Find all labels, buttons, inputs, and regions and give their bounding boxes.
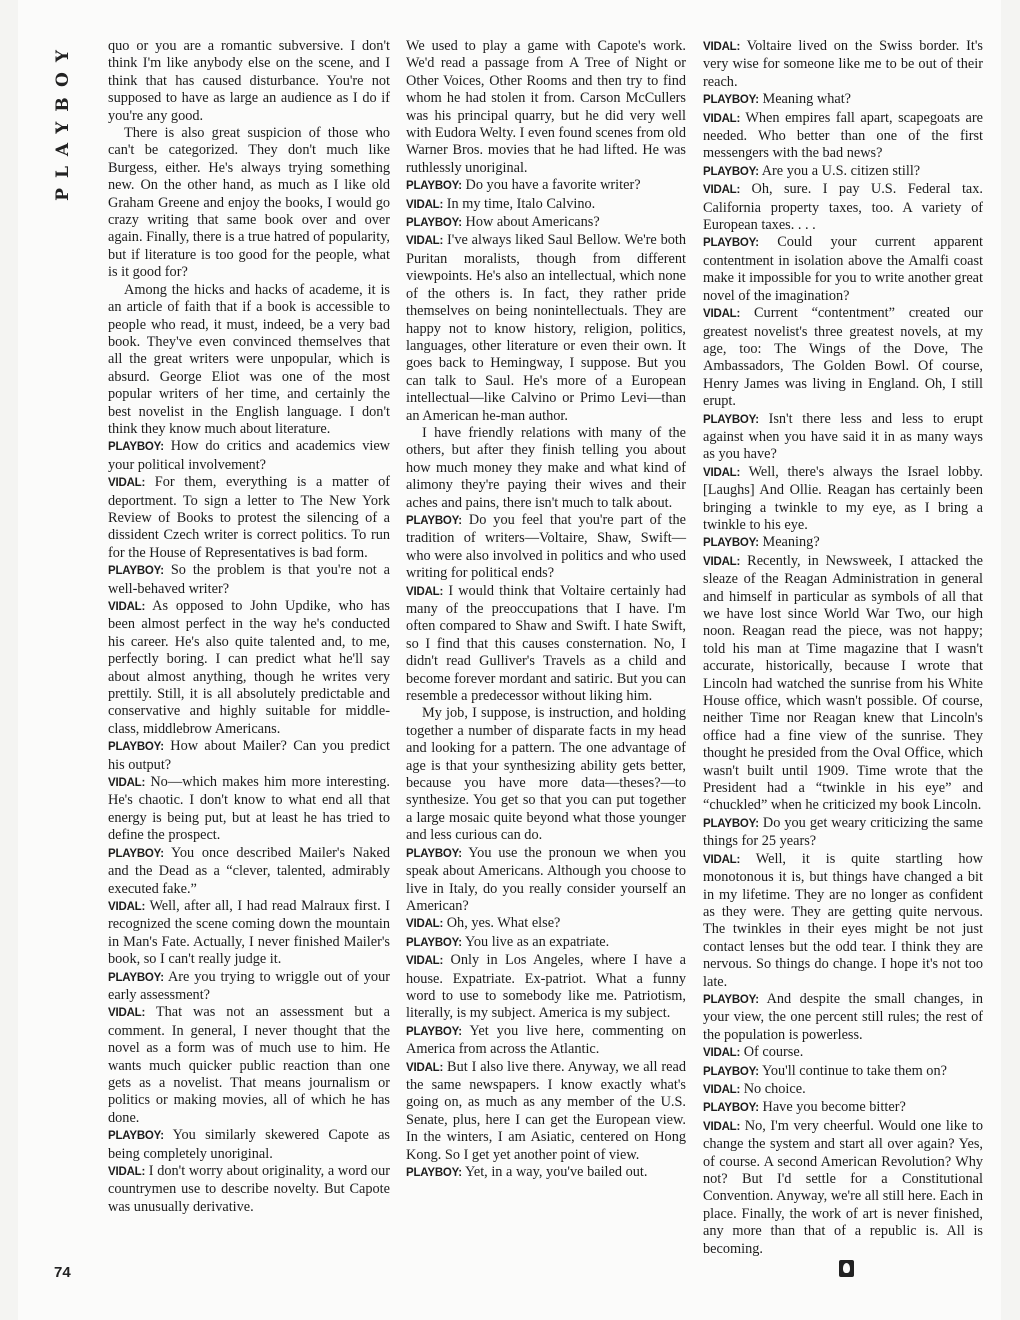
paragraph-text: You'll continue to take them on?	[761, 1062, 947, 1079]
interview-paragraph	[703, 1118, 983, 1258]
paragraph-text: How about Americans?	[465, 214, 600, 231]
speaker-label: PLAYBOY:	[703, 993, 759, 1006]
speaker-label: PLAYBOY:	[406, 514, 462, 527]
speaker-label: VIDAL:	[703, 112, 741, 125]
interview-paragraph	[703, 851, 983, 991]
paragraph-text: My job, I suppose, is instruction, and holding together a number of disparate facts in my head and looking for a pattern. The one advantage of age is that your synthesizing ability gets better, because you have more data—theses?—to synthesize. You get so that you can put together a large mosaic quite beyond what those younger and less curious can do.	[406, 705, 686, 844]
paragraph-text: Meaning what?	[762, 91, 852, 108]
paragraph-text: No—which makes him more interesting. He's chaotic. I don't know to what end all that energy is being put, but at least he has tried to define the prospect.	[108, 774, 390, 844]
end-mark	[703, 1260, 983, 1279]
interview-paragraph	[703, 464, 983, 535]
column-3	[703, 38, 983, 1279]
speaker-label: VIDAL:	[703, 184, 741, 197]
interview-paragraph	[406, 425, 686, 512]
paragraph-text: I don't worry about originality, a word our countrymen use to describe novelty. But Capote was unusually derivative.	[108, 1163, 390, 1215]
interview-paragraph	[406, 196, 686, 214]
magazine-page	[18, 0, 1001, 1320]
interview-paragraph	[108, 738, 390, 774]
paragraph-text: You live as an expatriate.	[464, 933, 610, 950]
speaker-label: PLAYBOY:	[406, 1025, 462, 1038]
interview-paragraph	[703, 181, 983, 234]
interview-paragraph	[703, 38, 983, 91]
paragraph-text: There is also great suspicion of those who can't be categorized. They don't much like Burgess, either. He's always trying something new. On the other hand, as much as I like old Graham Greene and enjoy the books, I would go crazy writing that same book over and over again. Finally, there is a true hatred of popularity, but if literature is too good for the people, what is it good for?	[108, 125, 391, 281]
speaker-label: PLAYBOY:	[406, 217, 462, 230]
speaker-label: VIDAL:	[703, 853, 741, 866]
paragraph-text: Well, it is quite startling how monotonous it is, but things have changed a bit in my lifetime. They are no longer as confident as they were. They are getting quite nervous. The twinkles in their eyes might be not just contact lenses but the odd tear. I think they are nervous. So things do change. I hope it's not too late.	[703, 850, 983, 990]
speaker-label: PLAYBOY:	[108, 971, 164, 984]
paragraph-text: As opposed to John Updike, who has been almost perfect in the way he's conducted his career. He's also quite talented and, to me, perfectly boring. I can predict what he'll say about almost anything, though he writes very prettily. Still, it is all absolutely predictable and conservative and highly suitable for middle-class, middlebrow Americans.	[108, 598, 390, 737]
interview-paragraph	[703, 1081, 983, 1099]
speaker-label: VIDAL:	[703, 555, 741, 568]
paragraph-text: I would think that Voltaire certainly had many of the preoccupations that I have. I'm often compared to Shaw and Swift. I hate Swift, so I find that this causes consternation. No, I didn't read Gulliver's Travels as a child and become forever mordant and satiric. But you can resemble a predecessor without liking him.	[406, 582, 687, 705]
paragraph-text: You once described Mailer's Naked and the Dead as a “clever, talented, admirably executed fake.”	[108, 844, 390, 897]
column-2	[406, 38, 686, 1182]
paragraph-text: Recently, in Newsweek, I attacked the sleaze of the Reagan Administration in general and himself in particular as symbols of all that we have lost since World War Two, our high noon. Reagan read the piece, was not happy; told his man at Time magazine that I wasn't accurate, historically, because I wrote that Lincoln had watched the sunrise from his White House office, which wasn't possible. Of course, neither Time nor Reagan knew that Lincoln's office had a fine view of the sunrise. They thought he presided from the Oval Office, which wasn't built until 1909. Time wrote that the President had a “twinkle in his eye” and “chuckled” when he criticized my book Lincoln.	[703, 552, 983, 814]
speaker-label: VIDAL:	[703, 466, 741, 479]
interview-paragraph	[108, 1163, 390, 1216]
interview-paragraph	[406, 232, 686, 424]
column-1	[108, 38, 390, 1216]
paragraph-text: In my time, Italo Calvino.	[446, 195, 596, 212]
speaker-label: PLAYBOY:	[703, 237, 759, 250]
interview-paragraph	[108, 562, 390, 598]
interview-paragraph	[406, 952, 686, 1023]
interview-paragraph	[108, 438, 390, 474]
paragraph-text: I have friendly relations with many of the others, but after they finish telling you about how much money they make and what kind of alimony they're paying their wives and their aches and pains, there isn't much to talk about.	[406, 424, 686, 511]
interview-paragraph	[406, 38, 686, 177]
interview-paragraph	[406, 583, 686, 706]
paragraph-text: Yet, in a way, you've bailed out.	[464, 1164, 648, 1180]
paragraph-text: Among the hicks and hacks of academe, it is an article of faith that if a book is accessible to people who read, it must, indeed, be a very bad book. They've even convinced themselves that all the great writers were unpopular, which is absurd. George Eliot was one of the most popular writers of her time, and certainly the best novelist in the English language. I don't think they know much about literature.	[108, 281, 390, 437]
speaker-label: VIDAL:	[406, 918, 444, 931]
speaker-label: VIDAL:	[108, 477, 146, 490]
interview-paragraph	[108, 1127, 390, 1163]
interview-paragraph	[703, 110, 983, 163]
paragraph-text: When empires fall apart, scapegoats are needed. Who better than one of the first messengers with the bad news?	[703, 109, 983, 162]
paragraph-text: Are you trying to wriggle out of your early assessment?	[108, 968, 390, 1003]
speaker-label: VIDAL:	[703, 308, 741, 321]
paragraph-text: Do you have a favorite writer?	[465, 177, 641, 194]
speaker-label: VIDAL:	[108, 777, 146, 790]
speaker-label: VIDAL:	[406, 1061, 444, 1074]
speaker-label: VIDAL:	[108, 900, 146, 913]
spine-logo	[48, 40, 78, 210]
interview-paragraph	[108, 969, 390, 1005]
paragraph-text: How about Mailer? Can you predict his output?	[108, 738, 391, 773]
interview-paragraph	[108, 898, 390, 969]
interview-paragraph	[406, 705, 686, 844]
speaker-label: PLAYBOY:	[703, 165, 759, 178]
paragraph-text: Are you a U.S. citizen still?	[761, 162, 921, 179]
speaker-label: PLAYBOY:	[406, 847, 462, 860]
interview-paragraph	[703, 411, 983, 464]
paragraph-text: Of course.	[743, 1044, 804, 1061]
interview-paragraph	[406, 915, 686, 933]
interview-paragraph	[703, 991, 983, 1044]
interview-paragraph	[108, 38, 390, 125]
speaker-label: VIDAL:	[406, 198, 444, 211]
speaker-label: PLAYBOY:	[703, 94, 759, 107]
interview-paragraph	[703, 1044, 983, 1062]
interview-paragraph	[703, 534, 983, 552]
interview-paragraph	[406, 1059, 686, 1164]
page-number: 74	[54, 1264, 71, 1281]
speaker-label: PLAYBOY:	[703, 537, 759, 550]
interview-paragraph	[108, 774, 390, 845]
paragraph-text: Do you feel that you're part of the tradition of writers—Voltaire, Shaw, Swift—who were also involved in politics and who used writing for political ends?	[406, 511, 686, 582]
interview-paragraph	[108, 474, 390, 562]
paragraph-text: How do critics and academics view your political involvement?	[108, 438, 391, 473]
paragraph-text: That was not an assessment but a comment. In general, I never thought that the novel as a form was of much use to him. He wants much quicker public reaction than one gets as a novelist. That means journalism or politics or making movies, all of which he has done.	[108, 1004, 390, 1126]
speaker-label: PLAYBOY:	[108, 441, 164, 454]
speaker-label: PLAYBOY:	[703, 1102, 759, 1115]
interview-paragraph	[703, 305, 983, 410]
paragraph-text: Well, there's always the Israel lobby. [Laughs] And Ollie. Reagan has certainly been bringing a twinkle to my eye, as I bring a twinkle to his eye.	[703, 463, 983, 533]
speaker-label: VIDAL:	[703, 1120, 741, 1133]
interview-paragraph	[406, 177, 686, 195]
paragraph-text: Do you get weary criticizing the same things for 25 years?	[703, 814, 983, 850]
speaker-label: VIDAL:	[703, 1047, 741, 1060]
speaker-label: VIDAL:	[108, 1007, 146, 1020]
speaker-label: VIDAL:	[703, 41, 741, 53]
paragraph-text: You similarly skewered Capote as being completely unoriginal.	[108, 1127, 390, 1162]
interview-paragraph	[703, 553, 983, 815]
speaker-label: PLAYBOY:	[108, 847, 164, 860]
paragraph-text: Voltaire lived on the Swiss border. It's very wise for someone like me to be out of their reach.	[703, 38, 983, 90]
spine-text: PLAYBOY	[53, 40, 73, 201]
interview-paragraph	[406, 214, 686, 232]
speaker-label: PLAYBOY:	[703, 413, 759, 426]
speaker-label: PLAYBOY:	[703, 1065, 759, 1078]
interview-paragraph	[108, 282, 390, 439]
interview-paragraph	[406, 1023, 686, 1059]
speaker-label: PLAYBOY:	[108, 741, 164, 754]
paragraph-text: But I also live there. Anyway, we all read the same newspapers. I know exactly what's going on, as much as any member of the U.S. Senate, plus, here I can get the European view. In the winters, I am Asiatic, centered on Hong Kong. So I get yet another point of view.	[406, 1058, 686, 1163]
speaker-label: VIDAL:	[406, 235, 444, 248]
speaker-label: PLAYBOY:	[406, 1167, 462, 1179]
interview-paragraph	[406, 512, 686, 583]
interview-paragraph	[406, 1164, 686, 1182]
speaker-label: VIDAL:	[703, 1083, 741, 1096]
paragraph-text: You use the pronoun we when you speak about Americans. Although you choose to live in Italy, do you really consider yourself an American?	[406, 844, 686, 914]
paragraph-text: Meaning?	[762, 534, 820, 551]
interview-paragraph	[703, 91, 983, 109]
paragraph-text: Isn't there less and less to erupt against when you have said it in as many ways as you have?	[703, 410, 983, 463]
interview-paragraph	[406, 845, 686, 916]
paragraph-text: I've always liked Saul Bellow. We're both Puritan moralists, though from different viewpoints. He's also an intellectual, which none of the others is. In fact, they rather pride themselves on being nonintellectuals. They are happy not to know history, religion, politics, languages, other literature or even their own. It goes back to Hemingway, I suppose. But you can talk to Saul. He's more of a European intellectual—like Calvino or Primo Levi—than an American he-man author.	[406, 232, 686, 424]
paragraph-text: For them, everything is a matter of deportment. To sign a letter to The New York Review of Books to protest the silencing of a dissident Czech writer is correct politics. To run for the House of Representatives is bad form.	[108, 474, 391, 561]
interview-paragraph	[406, 934, 686, 952]
paragraph-text: No, I'm very cheerful. Would one like to change the system and start all over again? Yes, of course. A second American Revolution? Why not? But I'd settle for a Constitutional Convention. Anyway, we're all still here. Each in place. Finally, the work of art is never finished, any more than that of a republic is. All is becoming.	[703, 1117, 983, 1257]
paragraph-text: No choice.	[743, 1080, 806, 1097]
interview-paragraph	[703, 234, 983, 305]
speaker-label: PLAYBOY:	[108, 565, 164, 578]
paragraph-text: Have you become bitter?	[762, 1099, 906, 1116]
interview-paragraph	[108, 125, 390, 282]
interview-paragraph	[108, 1004, 390, 1127]
paragraph-text: Oh, yes. What else?	[446, 915, 561, 932]
speaker-label: VIDAL:	[108, 601, 146, 613]
speaker-label: PLAYBOY:	[703, 817, 759, 830]
rabbit-head-icon	[839, 1260, 854, 1277]
interview-paragraph	[703, 163, 983, 181]
paragraph-text: quo or you are a romantic subversive. I don't think I'm like anybody else on the scene, and I think that has caused disturbance. You're not supposed to have as large an audience as I do if you're any good.	[108, 38, 390, 124]
speaker-label: VIDAL:	[406, 955, 444, 968]
speaker-label: PLAYBOY:	[406, 936, 462, 949]
paragraph-text: We used to play a game with Capote's work. We'd read a passage from A Tree of Night or Other Voices, Other Rooms and then try to find whom he had stolen it from. Carson McCullers was his principal quarry, but he did very well with Eudora Welty. I even found scenes from old Warner Bros. movies that he had lifted. He was ruthlessly unoriginal.	[406, 38, 686, 176]
paragraph-text: So the problem is that you're not a well-behaved writer?	[108, 562, 391, 597]
speaker-label: PLAYBOY:	[108, 1130, 164, 1143]
interview-paragraph	[108, 598, 390, 738]
paragraph-text: Yet you live here, commenting on America from across the Atlantic.	[406, 1022, 686, 1058]
interview-paragraph	[108, 845, 390, 898]
paragraph-text: Oh, sure. I pay U.S. Federal tax. California property taxes, too. A variety of European taxes. . . .	[703, 181, 984, 234]
interview-paragraph	[703, 815, 983, 851]
speaker-label: VIDAL:	[108, 1166, 146, 1178]
speaker-label: PLAYBOY:	[406, 180, 462, 193]
paragraph-text: Current “contentment” created our greatest novelist's three greatest novels, at my age, too: The Wings of the Dove, The Ambassadors, The Golden Bowl. Of course, Henry James was living in England. Oh, I still erupt.	[703, 305, 983, 410]
paragraph-text: Could your current apparent contentment in isolation above the Amalfi coast make it impossible for you to write another great novel of the imagination?	[703, 234, 983, 304]
paragraph-text: And despite the small changes, in your view, the one percent still rules; the rest of the population is powerless.	[703, 990, 983, 1043]
interview-paragraph	[703, 1099, 983, 1117]
paragraph-text: Well, after all, I had read Malraux first. I recognized the scene coming down the mountain in Man's Fate. Actually, I never finished Mailer's book, so I can't really judge it.	[108, 897, 390, 968]
speaker-label: VIDAL:	[406, 585, 444, 598]
paragraph-text: Only in Los Angeles, where I have a house. Expatriate. Ex-patriot. What a funny word to use to somebody like me. Patriotism, literally, is my subject. America is my subject.	[406, 952, 686, 1022]
interview-paragraph	[703, 1063, 983, 1081]
